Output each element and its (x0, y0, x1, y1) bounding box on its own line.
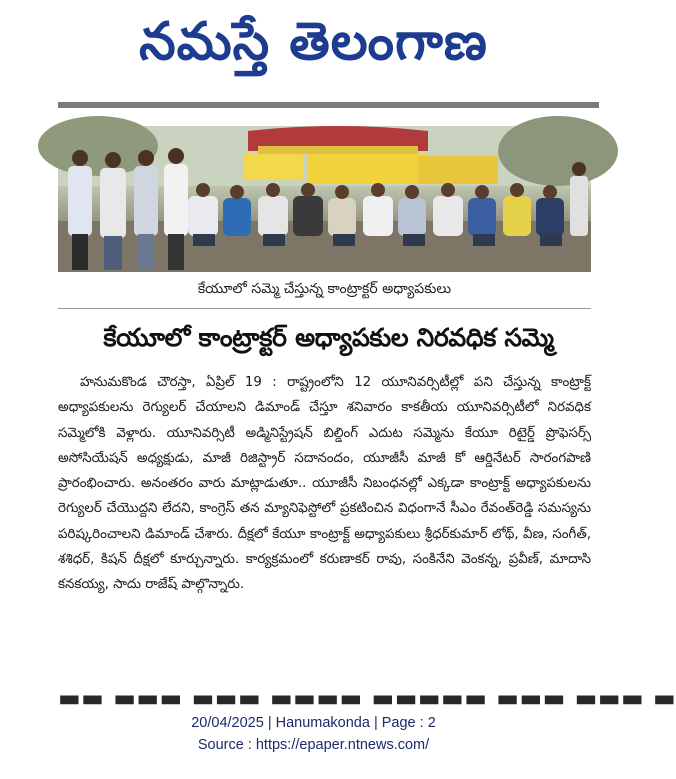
article-paragraph: హనుమకొండ చౌరస్తా, ఏప్రిల్ 19 : రాష్ట్రంలోని 12 యూనివర్సిటీల్లో పని చేస్తున్న కాంట్రాక్ట్ అధ్యాపకులను రెగ్యులర్ చేయాలని డిమాండ్ చేస్తూ శనివారం కాకతీయ యూనివర్సిటీలో నిరవధిక సమ్మెలోకి వెళ్లారు. యూనివర్సిటీ అడ్మినిస్ట్రేషన్ బిల్డింగ్ ఎదుట సమ్మెను కేయూ రిటైర్డ్ ప్రొఫెసర్స్ అసోసియేషన్ అధ్యక్షుడు, మాజీ రిజిస్ట్రార్ సదానందం, యూజీసీ మాజీ కో ఆర్డినేటర్ సారంగపాణి ప్రారంభించారు. అనంతరం వారు మాట్లాడుతూ.. యూజీసీ నిబంధనల్లో ఎక్కడా కాంట్రాక్ట్ అధ్యాపకులను రెగ్యులర్ చేయొద్దని లేదని, కాంగ్రెస్ తన మ్యానిఫెస్టోలో ప్రకటించిన విధంగానే సీఎం రేవంత్‌రెడ్డి సమస్యను పరిష్కరించాలని డిమాండ్ చేశారు. దీక్షలో కేయూ కాంట్రాక్ట్ అధ్యాపకులు శ్రీధర్‌కుమార్ లోథ్, వీణ, సంగీత్, శశిధర్, కిషన్ దీక్షలో కూర్చున్నారు. కార్యక్రమంలో కరుణాకర్ రావు, సంకినేని వెంకన్న, ప్రవీణ్, మాదాసి కనకయ్య, సాదు రాజేష్ పాల్గొన్నారు. (58, 375, 591, 593)
news-photo (58, 126, 591, 272)
article-headline: కేయూలో కాంట్రాక్టర్ అధ్యాపకుల నిరవధిక సమ్మె (103, 323, 554, 352)
source-footer (0, 712, 627, 756)
newspaper-logo: నమస్తే తెలంగాణ (139, 10, 488, 72)
next-article-headline-fragment: ▬▬ ▬▬▬ ▬▬▬ ▬▬▬▬ ▬▬▬▬▬ ▬▬▬ ▬▬▬ ▬ (58, 684, 676, 712)
source-link[interactable]: Source : https://epaper.ntnews.com/ (197, 737, 430, 753)
next-article-clipped (58, 684, 676, 712)
protest-photo-illustration (58, 126, 591, 272)
masthead-divider (58, 102, 599, 108)
masthead (0, 0, 627, 95)
photo-caption-text: కేయూలో సమ్మె చేస్తున్న కాంట్రాక్టర్ అధ్యాపకులు (197, 280, 452, 297)
photo-caption (58, 272, 591, 309)
edition-meta: 20/04/2025 | Hanumakonda | Page : 2 (191, 715, 436, 731)
article-body (58, 370, 591, 598)
